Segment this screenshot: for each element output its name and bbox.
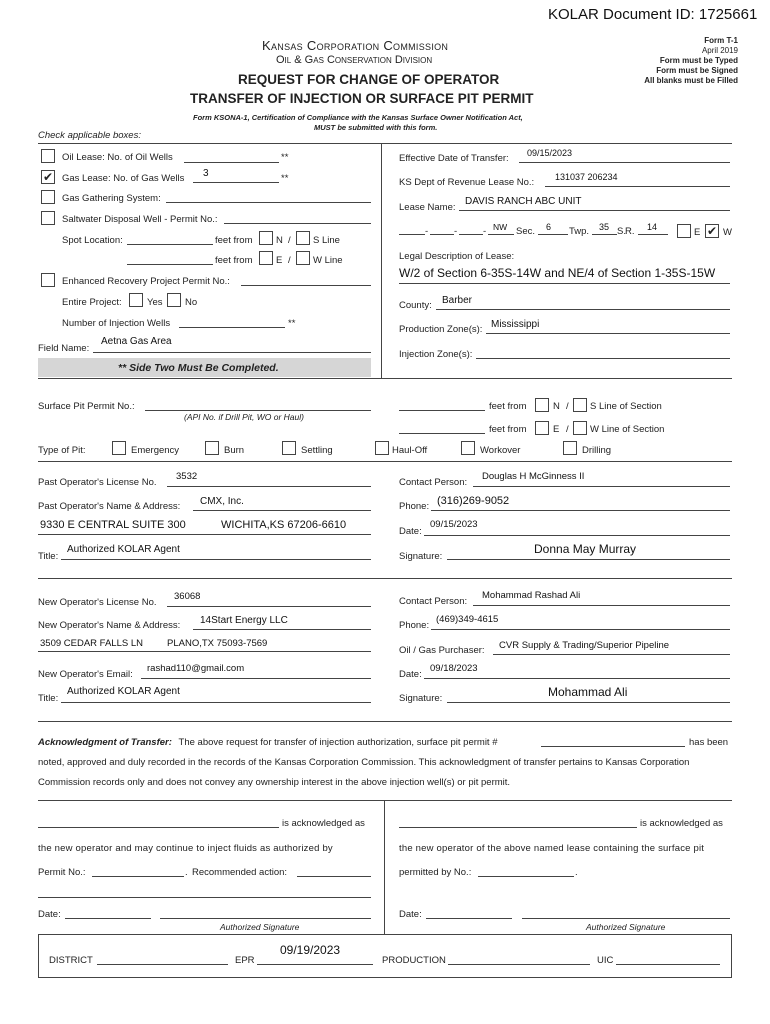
new-signature-field[interactable] — [447, 702, 730, 703]
effective-date-value: 09/15/2023 — [527, 148, 573, 158]
footer-epr-label: EPR — [235, 955, 255, 966]
surface-pit-label: Surface Pit Permit No.: — [38, 401, 135, 412]
enhanced-recovery-field[interactable] — [241, 285, 371, 286]
spot-w-checkbox[interactable] — [296, 251, 310, 265]
ack-right-date-label: Date: — [399, 909, 422, 920]
quarter-value: NW — [493, 222, 508, 232]
spot-w-label: W Line — [313, 255, 343, 266]
ks-dept-lease-field[interactable] — [545, 186, 730, 187]
form-title-2: TRANSFER OF INJECTION OR SURFACE PIT PERMIT — [190, 91, 534, 106]
new-contact-label: Contact Person: — [399, 596, 468, 607]
form-code: Form T-1 — [704, 36, 738, 45]
new-purchaser-label: Oil / Gas Purchaser: — [399, 645, 485, 656]
new-phone-label: Phone: — [399, 620, 430, 631]
pit-settling-label: Settling — [301, 445, 333, 456]
past-name-label: Past Operator's Name & Address: — [38, 501, 181, 512]
form-requirement-filled: All blanks must be Filled — [644, 76, 738, 85]
spot-s-label: S Line — [313, 235, 340, 246]
pit-feet-from-2: feet from — [489, 424, 527, 435]
new-title-value: Authorized KOLAR Agent — [67, 686, 180, 697]
ack-divider — [384, 800, 385, 934]
pit-settling-checkbox[interactable] — [282, 441, 296, 455]
section-divider — [381, 143, 382, 378]
ack-text-2: noted, approved and duly recorded in the records of the Kansas Corporation Commission. This acknowledgment of transfer pertains to Kansas Corporation — [38, 757, 690, 768]
injection-wells-stars: ** — [288, 318, 296, 329]
quarter-field-2[interactable] — [430, 234, 454, 235]
past-license-field[interactable] — [167, 486, 371, 487]
ack-line-1 — [38, 737, 498, 748]
pit-burn-checkbox[interactable] — [205, 441, 219, 455]
lease-name-field[interactable] — [459, 210, 730, 211]
past-signature-field[interactable] — [447, 559, 730, 560]
ack-period-1: . — [185, 867, 188, 878]
gas-gathering-field[interactable] — [166, 202, 371, 203]
sec-field[interactable] — [538, 234, 568, 235]
ack-left-name-field[interactable] — [38, 827, 279, 828]
saltwater-permit-field[interactable] — [224, 223, 371, 224]
sec-label: Sec. — [516, 226, 536, 237]
past-phone-field[interactable] — [431, 510, 730, 511]
gas-wells-value: 3 — [203, 168, 209, 179]
section-top-border — [38, 143, 732, 144]
r-label: R. — [625, 226, 635, 237]
pit-w-label: W Line of Section — [590, 424, 665, 435]
entire-no-checkbox[interactable] — [167, 293, 181, 307]
form-requirement-signed: Form must be Signed — [656, 66, 738, 75]
new-signature-value: Mohammad Ali — [548, 685, 628, 699]
footer-production-field[interactable] — [448, 964, 590, 965]
field-name-field[interactable] — [93, 352, 371, 353]
new-date-field[interactable] — [424, 678, 730, 679]
pit-emergency-checkbox[interactable] — [112, 441, 126, 455]
ack-right-date-field[interactable] — [426, 918, 512, 919]
injection-wells-field[interactable] — [179, 327, 285, 328]
pit-slash-1: / — [566, 401, 569, 412]
twp-s-label: S. — [617, 226, 626, 237]
field-name-label: Field Name: — [38, 343, 90, 354]
spot-n-checkbox[interactable] — [259, 231, 273, 245]
footer-epr-value: 09/19/2023 — [280, 943, 341, 957]
r-value: 14 — [647, 222, 658, 232]
new-contact-value: Mohammad Rashad Ali — [482, 590, 581, 601]
form-date: April 2019 — [701, 46, 738, 55]
side-two-text: ** Side Two Must Be Completed. — [118, 362, 279, 374]
ack-left-date-field[interactable] — [65, 918, 151, 919]
surface-pit-field[interactable] — [145, 410, 371, 411]
new-date-value: 09/18/2023 — [430, 663, 478, 674]
new-phone-field[interactable] — [431, 629, 730, 630]
form-requirement-typed: Form must be Typed — [659, 56, 738, 65]
past-signature-value: Donna May Murray — [534, 542, 637, 556]
quarter-field-4[interactable] — [488, 234, 514, 235]
pit-w-checkbox[interactable] — [573, 421, 587, 435]
spot-slash-1: / — [288, 235, 291, 246]
new-signature-label: Signature: — [399, 693, 443, 704]
range-w-checkbox[interactable]: ✔ — [706, 224, 718, 238]
ack-right-text: the new operator of the above named lease containing the surface pit — [399, 843, 705, 854]
new-email-value: rashad110@gmail.com — [147, 663, 245, 674]
twp-value: 35 — [599, 222, 610, 232]
entire-yes-label: Yes — [147, 297, 163, 308]
effective-date-field[interactable] — [519, 162, 730, 163]
gas-gathering-label: Gas Gathering System: — [62, 193, 161, 204]
new-date-label: Date: — [399, 669, 422, 680]
ack-left-is-ack: is acknowledged as — [282, 818, 365, 829]
past-title-value: Authorized KOLAR Agent — [67, 544, 180, 555]
new-contact-field[interactable] — [473, 605, 730, 606]
new-title-label: Title: — [38, 693, 59, 704]
legal-description-label: Legal Description of Lease: — [399, 251, 515, 262]
spot-e-label: E — [276, 255, 283, 266]
division-name: Oil & Gas Conservation Division — [276, 54, 433, 66]
county-field[interactable] — [436, 309, 730, 310]
legal-description-field[interactable] — [399, 283, 730, 284]
past-section-border — [38, 578, 732, 579]
new-address-value: 3509 CEDAR FALLS LN — [40, 638, 143, 649]
pit-haul-off-checkbox[interactable] — [375, 441, 389, 455]
county-value: Barber — [442, 295, 473, 306]
enhanced-recovery-checkbox[interactable] — [41, 273, 55, 287]
pit-haul-off-label: Haul-Off — [392, 445, 428, 456]
ack-left-date-label: Date: — [38, 909, 61, 920]
pit-s-label: S Line of Section — [590, 401, 662, 412]
injection-wells-label: Number of Injection Wells — [62, 318, 171, 329]
new-name-field[interactable] — [193, 629, 371, 630]
ks-dept-lease-value: 131037 206234 — [555, 172, 618, 182]
past-contact-field[interactable] — [473, 486, 730, 487]
past-address-field[interactable] — [38, 534, 371, 535]
saltwater-label: Saltwater Disposal Well - Permit No.: — [62, 214, 218, 225]
ack-right-auth-sig: Authorized Signature — [586, 922, 666, 932]
quarter-field-3[interactable] — [459, 234, 483, 235]
footer-district-field[interactable] — [97, 964, 228, 965]
new-purchaser-field[interactable] — [493, 654, 730, 655]
pit-n-label: N — [553, 401, 560, 412]
section-bottom-border — [38, 378, 732, 379]
production-zone-label: Production Zone(s): — [399, 324, 483, 335]
past-name-value: CMX, Inc. — [200, 496, 244, 507]
ack-bold-label: Acknowledgment of Transfer: — [38, 737, 172, 748]
new-email-label: New Operator's Email: — [38, 669, 133, 680]
quarter-field-1[interactable] — [399, 234, 425, 235]
footer-district-label: DISTRICT — [49, 955, 93, 966]
ack-left-text: the new operator and may continue to inject fluids as authorized by — [38, 843, 333, 854]
pit-type-label: Type of Pit: — [38, 445, 86, 456]
new-license-label: New Operator's License No. — [38, 597, 157, 608]
ack-period-2: . — [575, 867, 578, 878]
pit-e-label: E — [553, 424, 560, 435]
spot-slash-2: / — [288, 255, 291, 266]
ack-permit-no-field[interactable] — [92, 876, 184, 877]
range-e-checkbox[interactable] — [677, 224, 691, 238]
new-license-value: 36068 — [174, 591, 201, 602]
pit-drilling-checkbox[interactable] — [563, 441, 577, 455]
past-title-label: Title: — [38, 551, 59, 562]
new-name-value: 14Start Energy LLC — [200, 615, 288, 626]
ack-permit-field[interactable] — [541, 746, 685, 747]
ack-text-3: Commission records only and does not convey any ownership interest in the above injection well(s) or pit permit. — [38, 777, 511, 788]
entire-yes-checkbox[interactable] — [129, 293, 143, 307]
sec-value: 6 — [546, 222, 552, 232]
range-w-label: W — [723, 227, 732, 238]
ack-recommended-field-2[interactable] — [38, 897, 371, 898]
production-zone-field[interactable] — [486, 333, 730, 334]
pit-drilling-label: Drilling — [582, 445, 612, 456]
pit-ew-distance-field[interactable] — [399, 433, 485, 434]
gas-wells-field[interactable] — [193, 182, 279, 183]
county-label: County: — [399, 300, 432, 311]
new-title-field[interactable] — [61, 702, 371, 703]
pit-feet-from-1: feet from — [489, 401, 527, 412]
oil-lease-checkbox[interactable] — [41, 149, 55, 163]
past-signature-label: Signature: — [399, 551, 443, 562]
ack-recommended-label: Recommended action: — [192, 867, 288, 878]
saltwater-checkbox[interactable] — [41, 211, 55, 225]
gas-lease-checkbox[interactable]: ✔ — [42, 170, 54, 184]
spot-location-ns-field[interactable] — [127, 244, 213, 245]
gas-lease-label: Gas Lease: No. of Gas Wells — [62, 173, 185, 184]
form-note-2: MUST be submitted with this form. — [314, 123, 438, 132]
injection-zone-field[interactable] — [476, 358, 730, 359]
past-name-field[interactable] — [193, 510, 371, 511]
oil-lease-label: Oil Lease: No. of Oil Wells — [62, 152, 173, 163]
spot-location-label: Spot Location: — [62, 235, 123, 246]
pit-burn-label: Burn — [224, 445, 245, 456]
pit-n-checkbox[interactable] — [535, 398, 549, 412]
past-city-value: WICHITA,KS 67206-6610 — [221, 519, 347, 531]
spot-s-checkbox[interactable] — [296, 231, 310, 245]
pit-e-checkbox[interactable] — [535, 421, 549, 435]
gas-wells-stars: ** — [281, 173, 289, 184]
pit-workover-label: Workover — [480, 445, 521, 456]
pit-section-border — [38, 461, 732, 462]
ack-right-is-ack: is acknowledged as — [640, 818, 723, 829]
new-phone-value: (469)349-4615 — [436, 614, 499, 625]
legal-description-value: W/2 of Section 6-35S-14W and NE/4 of Section 1-35S-15W — [399, 266, 716, 280]
spot-location-ew-field[interactable] — [127, 264, 213, 265]
entire-project-label: Entire Project: — [62, 297, 122, 308]
past-title-field[interactable] — [61, 559, 371, 560]
past-contact-label: Contact Person: — [399, 477, 468, 488]
oil-wells-stars: ** — [281, 152, 289, 163]
gas-gathering-checkbox[interactable] — [41, 190, 55, 204]
quarter-dash-1: - — [425, 226, 429, 237]
past-phone-label: Phone: — [399, 501, 430, 512]
pit-slash-2: / — [566, 424, 569, 435]
document-id: KOLAR Document ID: 1725661 — [548, 6, 758, 23]
twp-label: Twp. — [569, 226, 590, 237]
check-applicable-label: Check applicable boxes: — [38, 130, 141, 141]
pit-ns-distance-field[interactable] — [399, 410, 485, 411]
lease-name-value: DAVIS RANCH ABC UNIT — [465, 196, 582, 207]
past-address-value: 9330 E CENTRAL SUITE 300 — [40, 519, 186, 531]
quarter-dash-2: - — [454, 226, 458, 237]
entire-no-label: No — [185, 297, 198, 308]
spot-feet-from-2: feet from — [215, 255, 253, 266]
new-name-label: New Operator's Name & Address: — [38, 620, 181, 631]
new-section-border — [38, 721, 732, 722]
pit-emergency-label: Emergency — [131, 445, 180, 456]
api-note: (API No. if Drill Pit, WO or Haul) — [184, 412, 304, 422]
new-address-field[interactable] — [38, 651, 371, 652]
quarter-dash-3: - — [483, 226, 487, 237]
production-zone-value: Mississippi — [491, 319, 540, 330]
ack-text-1: The above request for transfer of injection authorization, surface pit permit # — [178, 737, 498, 748]
ack-permit-no-label: Permit No.: — [38, 867, 86, 878]
injection-zone-label: Injection Zone(s): — [399, 349, 473, 360]
spot-feet-from-1: feet from — [215, 235, 253, 246]
past-contact-value: Douglas H McGinness II — [482, 471, 585, 482]
footer-epr-field[interactable] — [257, 964, 373, 965]
ack-right-signature-field[interactable] — [522, 918, 730, 919]
new-purchaser-value: CVR Supply & Trading/Superior Pipeline — [499, 640, 670, 651]
ack-has-been: has been — [689, 737, 729, 748]
spot-n-label: N — [276, 235, 283, 246]
pit-s-checkbox[interactable] — [573, 398, 587, 412]
range-e-label: E — [694, 227, 701, 238]
past-phone-value: (316)269-9052 — [437, 495, 510, 507]
past-license-value: 3532 — [176, 471, 198, 482]
ack-permitted-label: permitted by No.: — [399, 867, 472, 878]
ack-right-name-field[interactable] — [399, 827, 637, 828]
spot-e-checkbox[interactable] — [259, 251, 273, 265]
oil-wells-field[interactable] — [184, 162, 279, 163]
form-note-1: Form KSONA-1, Certification of Compliance with the Kansas Surface Owner Notification Act, — [193, 113, 523, 122]
ack-permitted-field[interactable] — [478, 876, 574, 877]
new-license-field[interactable] — [167, 606, 371, 607]
new-email-field[interactable] — [141, 678, 371, 679]
ack-left-signature-field[interactable] — [160, 918, 371, 919]
footer-uic-field[interactable] — [616, 964, 720, 965]
past-date-label: Date: — [399, 526, 422, 537]
enhanced-recovery-label: Enhanced Recovery Project Permit No.: — [62, 276, 230, 287]
ack-section-border — [38, 800, 732, 801]
footer-uic-label: UIC — [597, 955, 614, 966]
form-title-1: REQUEST FOR CHANGE OF OPERATOR — [238, 72, 500, 87]
field-name-value: Aetna Gas Area — [101, 336, 172, 347]
new-city-value: PLANO,TX 75093-7569 — [167, 638, 268, 649]
past-date-value: 09/15/2023 — [430, 519, 478, 530]
effective-date-label: Effective Date of Transfer: — [399, 153, 509, 164]
twp-field[interactable] — [592, 234, 617, 235]
ack-recommended-field[interactable] — [297, 876, 371, 877]
ks-dept-lease-label: KS Dept of Revenue Lease No.: — [399, 177, 535, 188]
footer-production-label: PRODUCTION — [382, 955, 446, 966]
pit-workover-checkbox[interactable] — [461, 441, 475, 455]
ack-left-auth-sig: Authorized Signature — [220, 922, 300, 932]
r-field[interactable] — [638, 234, 668, 235]
lease-name-label: Lease Name: — [399, 202, 456, 213]
past-date-field[interactable] — [424, 535, 730, 536]
agency-name: Kansas Corporation Commission — [262, 38, 449, 53]
past-license-label: Past Operator's License No. — [38, 477, 157, 488]
